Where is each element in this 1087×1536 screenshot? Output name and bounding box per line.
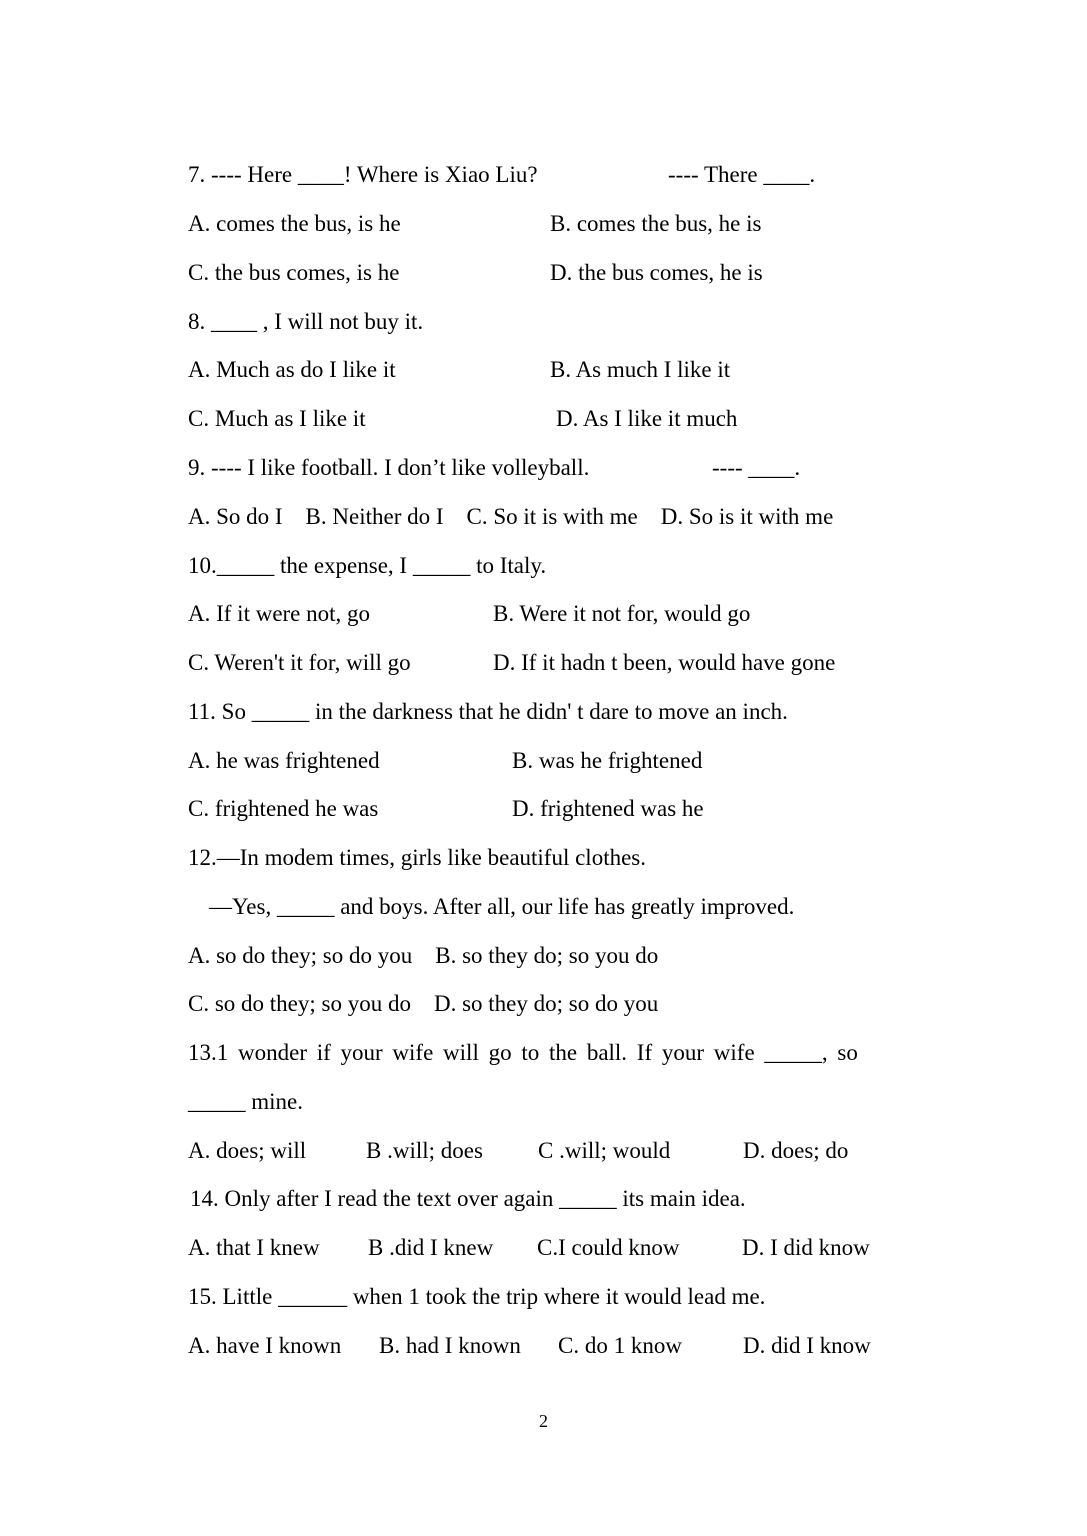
question-11-option-b: B. was he frightened [512, 748, 703, 773]
question-13-option-d: D. does; do [743, 1138, 849, 1163]
question-12-options-cd: C. so do they; so you do D. so they do; so do you [188, 991, 659, 1016]
question-8-option-c: C. Much as I like it [188, 406, 366, 431]
question-9-options: A. So do I B. Neither do I C. So it is with me D. So is it with me [188, 504, 834, 529]
question-11-option-a: A. he was frightened [188, 748, 380, 773]
question-13-option-b: B .will; does [366, 1138, 483, 1163]
question-12-reply: —Yes, _____ and boys. After all, our life has greatly improved. [209, 894, 795, 919]
question-8-option-d: D. As I like it much [556, 406, 738, 431]
question-13-option-c: C .will; would [538, 1138, 671, 1163]
question-8-option-a: A. Much as do I like it [188, 357, 396, 382]
question-7-stem: 7. ---- Here ____! Where is Xiao Liu? [188, 162, 538, 187]
question-15-option-a: A. have I known [188, 1333, 342, 1358]
question-15-option-c: C. do 1 know [558, 1333, 682, 1358]
question-7-option-b: B. comes the bus, he is [550, 211, 762, 236]
question-10-option-d: D. If it hadn t been, would have gone [493, 650, 836, 675]
question-9-stem: 9. ---- I like football. I don’t like volleyball. [188, 455, 590, 480]
question-11-stem: 11. So _____ in the darkness that he didn' t dare to move an inch. [188, 699, 788, 724]
page-number: 2 [539, 1411, 548, 1431]
question-14-option-c: C.I could know [537, 1235, 680, 1260]
question-11-option-c: C. frightened he was [188, 796, 379, 821]
question-10-option-a: A. If it were not, go [188, 601, 371, 626]
question-14-option-a: A. that I knew [188, 1235, 320, 1260]
question-11-option-d: D. frightened was he [512, 796, 704, 821]
question-12-options-ab: A. so do they; so do you B. so they do; so you do [188, 943, 659, 968]
question-14-option-b: B .did I knew [368, 1235, 494, 1260]
question-12-stem: 12.—In modem times, girls like beautiful clothes. [188, 845, 647, 870]
question-13-stem: 13.1 wonder if your wife will go to the ball. If your wife _____, so [188, 1040, 858, 1065]
question-7-option-c: C. the bus comes, is he [188, 260, 400, 285]
question-13-stem-continued: _____ mine. [188, 1089, 303, 1114]
question-15-stem: 15. Little ______ when 1 took the trip where it would lead me. [188, 1284, 766, 1309]
question-10-stem: 10._____ the expense, I _____ to Italy. [188, 553, 547, 578]
question-7-reply: ---- There ____. [668, 162, 816, 187]
question-14-option-d: D. I did know [742, 1235, 870, 1260]
question-14-stem: 14. Only after I read the text over again _____ its main idea. [190, 1186, 746, 1211]
question-15-option-d: D. did I know [743, 1333, 871, 1358]
question-15-option-b: B. had I known [379, 1333, 521, 1358]
question-10-option-b: B. Were it not for, would go [493, 601, 751, 626]
question-7-option-d: D. the bus comes, he is [550, 260, 763, 285]
question-7-option-a: A. comes the bus, is he [188, 211, 401, 236]
question-10-option-c: C. Weren't it for, will go [188, 650, 411, 675]
question-8-stem: 8. ____ , I will not buy it. [188, 309, 424, 334]
question-13-option-a: A. does; will [188, 1138, 307, 1163]
question-8-option-b: B. As much I like it [550, 357, 731, 382]
question-9-reply: ---- ____. [712, 455, 801, 480]
